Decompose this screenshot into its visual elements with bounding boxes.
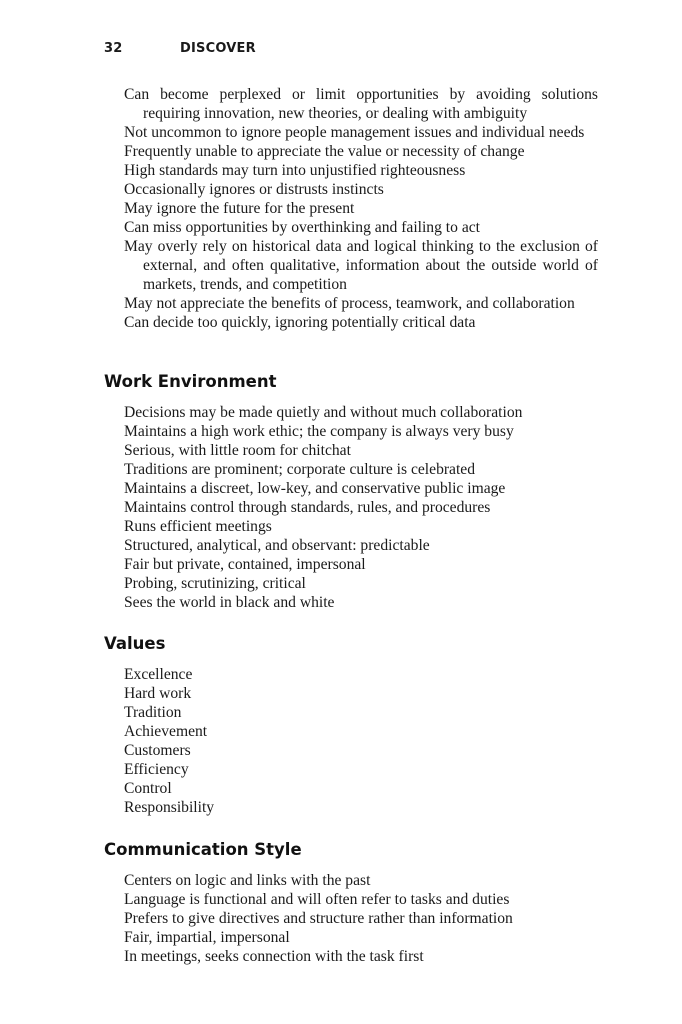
communication-style-list	[124, 871, 598, 966]
list-item: Maintains control through standards, rules, and procedures	[124, 499, 491, 516]
list-item: May ignore the future for the present	[124, 200, 355, 217]
list-item: Maintains a discreet, low-key, and conservative public image	[124, 480, 506, 497]
list-item: May overly rely on historical data and logical thinking to the exclusion of external, and often qualitative, information about the outside world of markets, trends, and competition	[124, 238, 598, 293]
list-item: Achievement	[124, 723, 208, 740]
list-item: Sees the world in black and white	[124, 594, 335, 611]
list-item: Runs efficient meetings	[124, 518, 272, 535]
work-environment-list	[124, 403, 598, 612]
list-item: Probing, scrutinizing, critical	[124, 575, 306, 592]
page-number: 32	[104, 41, 123, 56]
list-item: Maintains a high work ethic; the company is always very busy	[124, 423, 514, 440]
list-item: Not uncommon to ignore people management issues and individual needs	[124, 124, 585, 141]
list-item: Control	[124, 780, 172, 797]
section-heading-communication-style: Communication Style	[104, 840, 302, 859]
values-list	[124, 665, 598, 817]
list-item: Centers on logic and links with the past	[124, 872, 371, 889]
list-item: Structured, analytical, and observant: predictable	[124, 537, 430, 554]
list-item: Excellence	[124, 666, 193, 683]
list-item: Traditions are prominent; corporate culture is celebrated	[124, 461, 476, 478]
running-head	[104, 41, 256, 56]
list-item: Occasionally ignores or distrusts instincts	[124, 181, 384, 198]
intro-list	[124, 85, 598, 332]
list-item: Language is functional and will often refer to tasks and duties	[124, 891, 510, 908]
list-item: Hard work	[124, 685, 192, 702]
list-item: Responsibility	[124, 799, 215, 816]
list-item: May not appreciate the benefits of process, teamwork, and collaboration	[124, 295, 575, 312]
list-item: Fair, impartial, impersonal	[124, 929, 290, 946]
list-item: In meetings, seeks connection with the task first	[124, 948, 424, 965]
list-item: High standards may turn into unjustified righteousness	[124, 162, 466, 179]
section-heading-values: Values	[104, 634, 166, 653]
list-item: Efficiency	[124, 761, 189, 778]
list-item: Frequently unable to appreciate the value or necessity of change	[124, 143, 525, 160]
list-item: Can miss opportunities by overthinking and failing to act	[124, 219, 481, 236]
list-item: Decisions may be made quietly and without much collaboration	[124, 404, 523, 421]
section-heading-work-environment: Work Environment	[104, 372, 277, 391]
list-item: Prefers to give directives and structure rather than information	[124, 910, 513, 927]
list-item: Can decide too quickly, ignoring potentially critical data	[124, 314, 476, 331]
list-item: Fair but private, contained, impersonal	[124, 556, 366, 573]
list-item: Serious, with little room for chitchat	[124, 442, 351, 459]
list-item: Tradition	[124, 704, 182, 721]
running-title: DISCOVER	[180, 41, 256, 56]
list-item: Can become perplexed or limit opportunities by avoiding solutions requiring innovation, new theories, or dealing with ambiguity	[124, 86, 598, 122]
list-item: Customers	[124, 742, 191, 759]
